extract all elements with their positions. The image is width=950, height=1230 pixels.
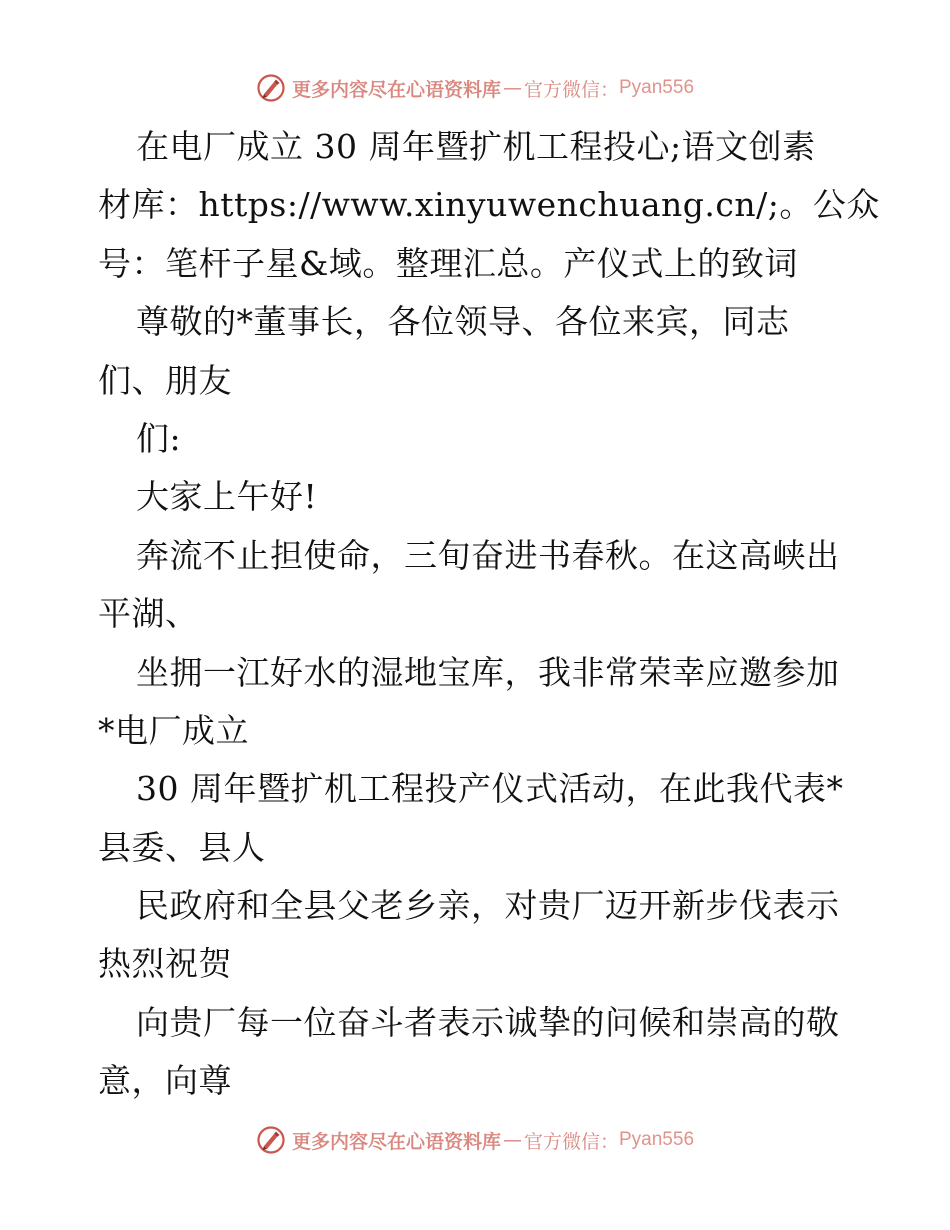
text-line: 热烈祝贺 [98, 944, 232, 984]
text-line: 奔流不止担使命，三旬奋进书春秋。在这高峡出 [136, 535, 840, 575]
text-line: 尊敬的*董事长，各位领导、各位来宾，同志 [136, 302, 790, 342]
pen-seal-icon [256, 73, 286, 103]
pen-seal-icon [256, 1125, 286, 1155]
watermark-contact-label: 官方微信： [523, 78, 619, 101]
text-line: 们: [136, 418, 182, 458]
text-line: 向贵厂每一位奋斗者表示诚挚的问候和崇高的敬 [136, 1002, 840, 1042]
text-line: 们、朋友 [98, 360, 232, 400]
watermark-contact-value: Pyan556 [619, 77, 695, 98]
watermark-dash: — [502, 1129, 522, 1151]
text-line: 30 周年暨扩机工程投产仪式活动，在此我代表* [136, 769, 844, 809]
watermark-dash: — [502, 77, 522, 99]
text-line: *电厂成立 [98, 710, 249, 750]
watermark-contact-label: 官方微信： [523, 1130, 619, 1153]
header-watermark [0, 68, 950, 108]
text-line: 意，向尊 [98, 1061, 232, 1101]
text-line: 平湖、 [98, 594, 199, 634]
text-line: 民政府和全县父老乡亲，对贵厂迈开新步伐表示 [136, 886, 840, 926]
watermark-contact-value: Pyan556 [619, 1129, 695, 1150]
watermark-title: 更多内容尽在心语资料库 [291, 1130, 501, 1153]
text-line: 号：笔杆子星&域。整理汇总。产仪式上的致词 [98, 243, 798, 283]
text-line: 县委、县人 [98, 827, 266, 867]
text-line: 材库：https://www.xinyuwenchuang.cn/;。公众 [98, 185, 880, 225]
watermark-title: 更多内容尽在心语资料库 [291, 78, 501, 101]
text-line: 坐拥一江好水的湿地宝库，我非常荣幸应邀参加 [136, 652, 840, 692]
text-line: 大家上午好! [136, 477, 318, 517]
document-body [98, 118, 880, 1111]
text-line: 在电厂成立 30 周年暨扩机工程投心;语文创素 [136, 127, 816, 166]
footer-watermark [0, 1120, 950, 1160]
